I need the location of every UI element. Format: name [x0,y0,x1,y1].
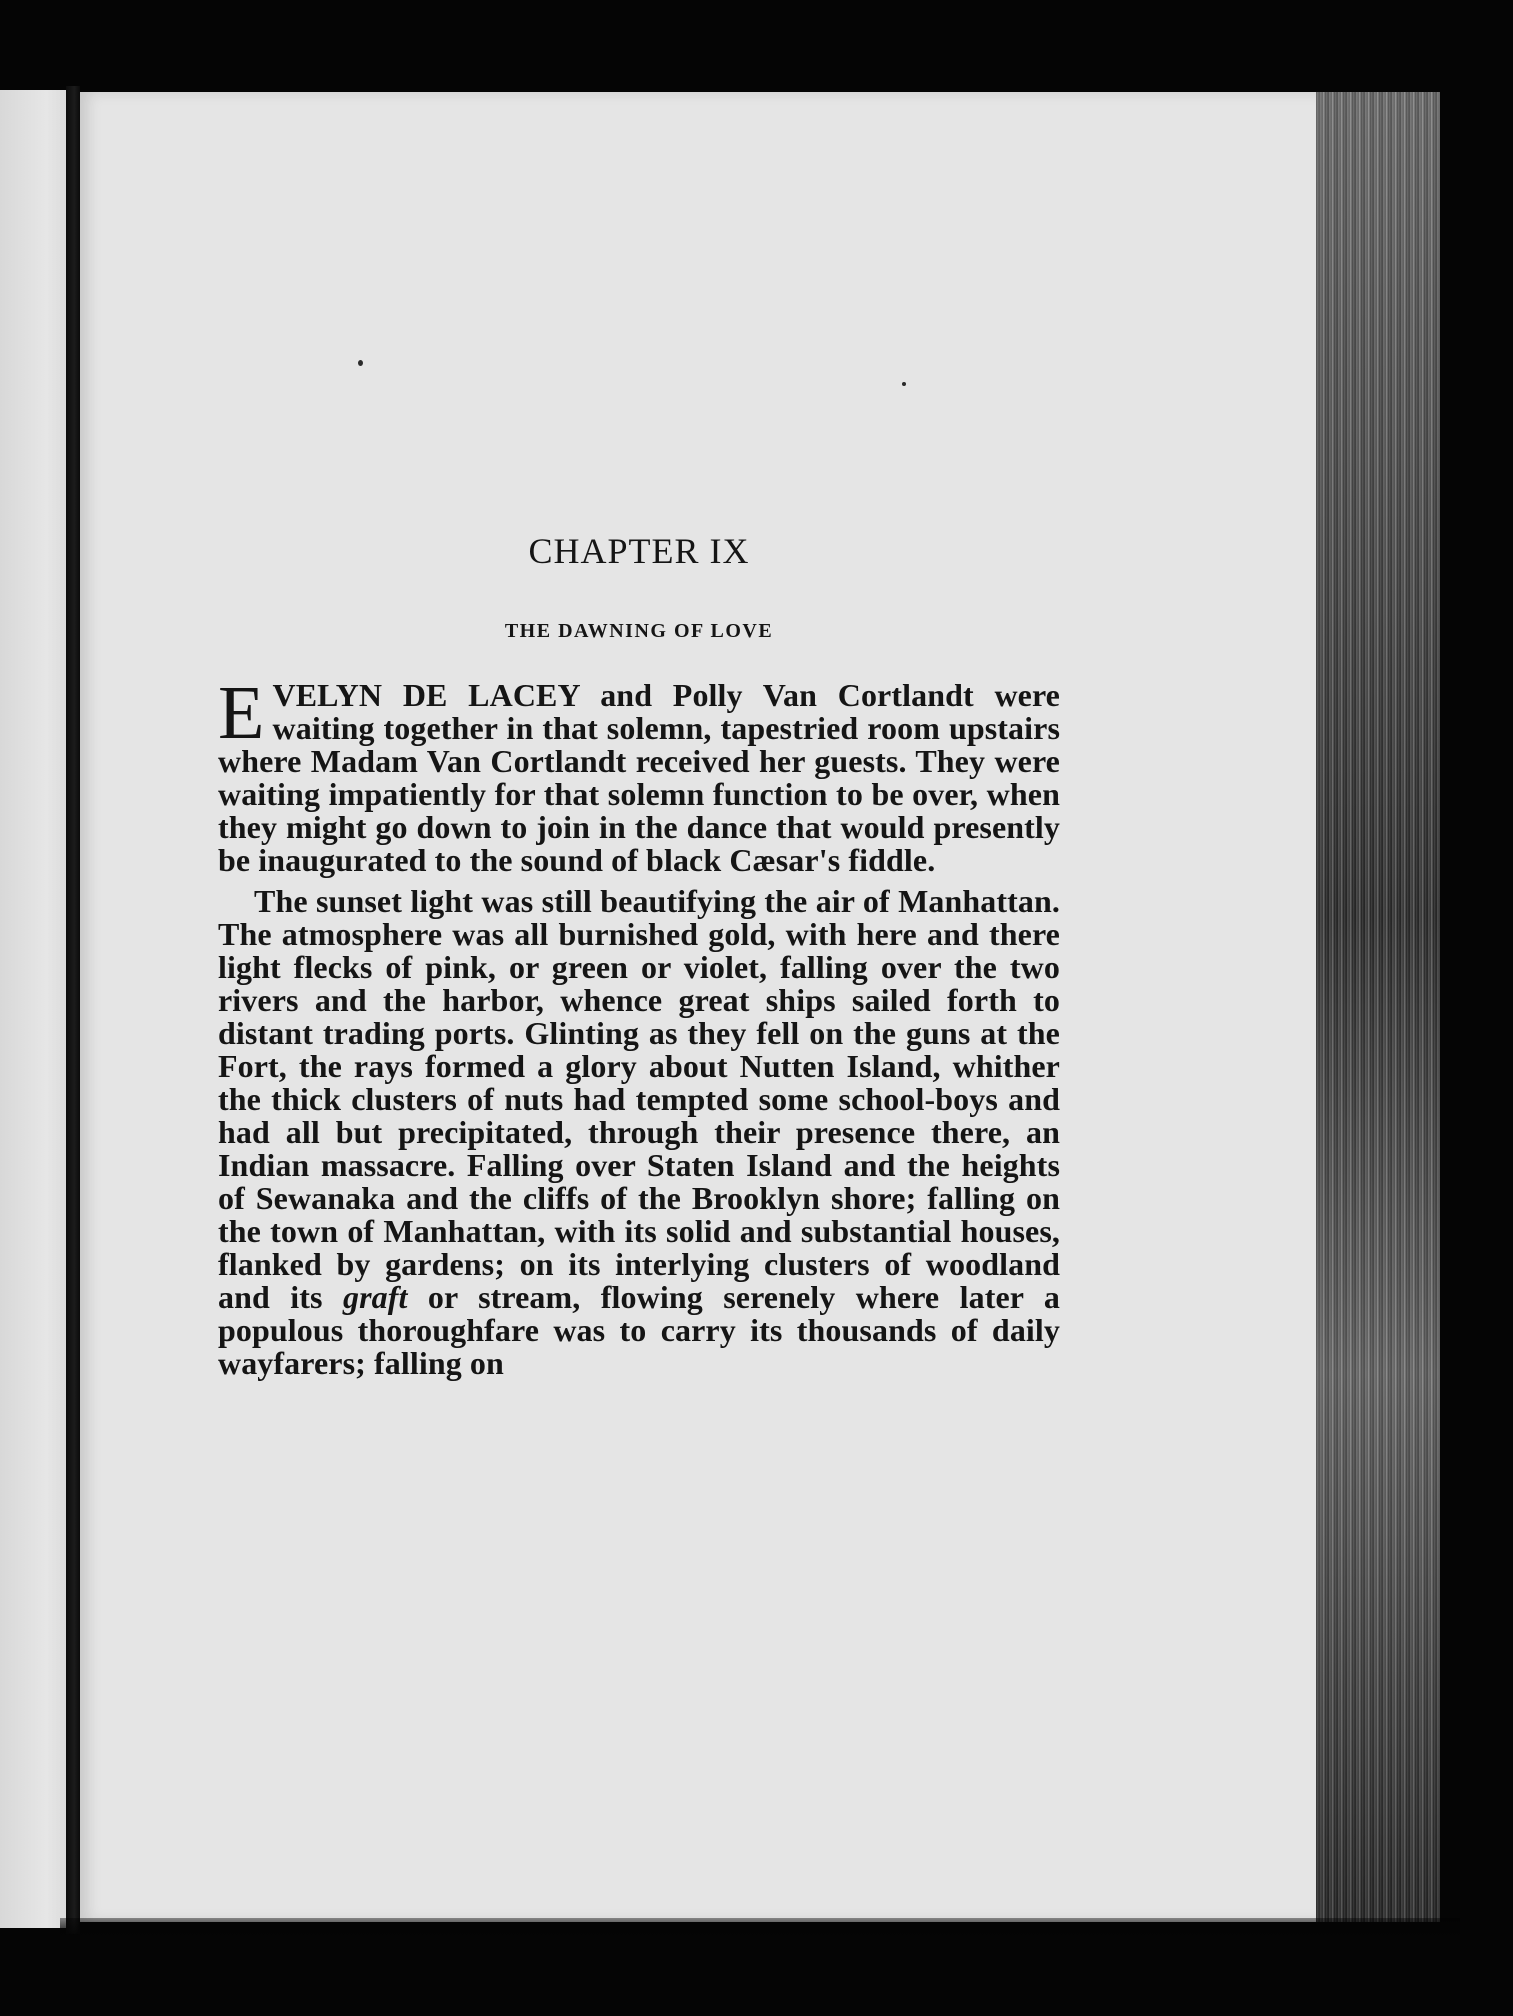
paragraph-2 [218,885,1060,1380]
left-page-edge [0,90,66,1928]
paragraph-1-text: VELYN DE LACEY and Polly Van Cortlandt were waiting together in that solemn, tapestried room upstairs where Madam Van Cortlandt received her guests. They were waiting impatiently for that solemn function to be over, when they might go down to join in the dance that would presently be inaugurated to the sound of black Cæsar's fiddle. [218,677,1060,878]
ink-speck [358,360,363,366]
ink-speck [902,382,906,386]
page-stack-edge [1316,92,1440,1922]
page-text [218,530,1060,1380]
book-gutter [66,86,80,1934]
paragraph-2-text: The sunset light was still beautifying the air of Manhattan. The atmosphere was all burnished gold, with here and there light flecks of pink, or green or violet, falling over the two rivers and the harbor, whence great ships sailed forth to distant trading ports. Glinting as they fell on the guns at the Fort, the rays formed a glory about Nutten Island, whither the thick clusters of nuts had tempted some school-boys and had all but precipitated, through their presence there, an Indian massacre. Falling over Staten Island and the heights of Sewanaka and the cliffs of the Brooklyn shore; falling on the town of Manhattan, with its solid and substantial houses, flanked by gardens; on its interlying clusters of woodland and its [218,883,1060,1315]
bottom-shadow [60,1918,1460,1938]
chapter-subtitle: THE DAWNING OF LOVE [504,620,774,642]
chapter-title: CHAPTER IX [528,531,750,571]
italic-word: graft [342,1279,408,1315]
paragraph-1 [218,671,1060,878]
paragraph-2-text-end: or stream, flowing serenely where later a populous thoroughfare was to carry its thousands of daily wayfarers; falling on [218,1279,1060,1381]
drop-cap: E [218,671,265,755]
